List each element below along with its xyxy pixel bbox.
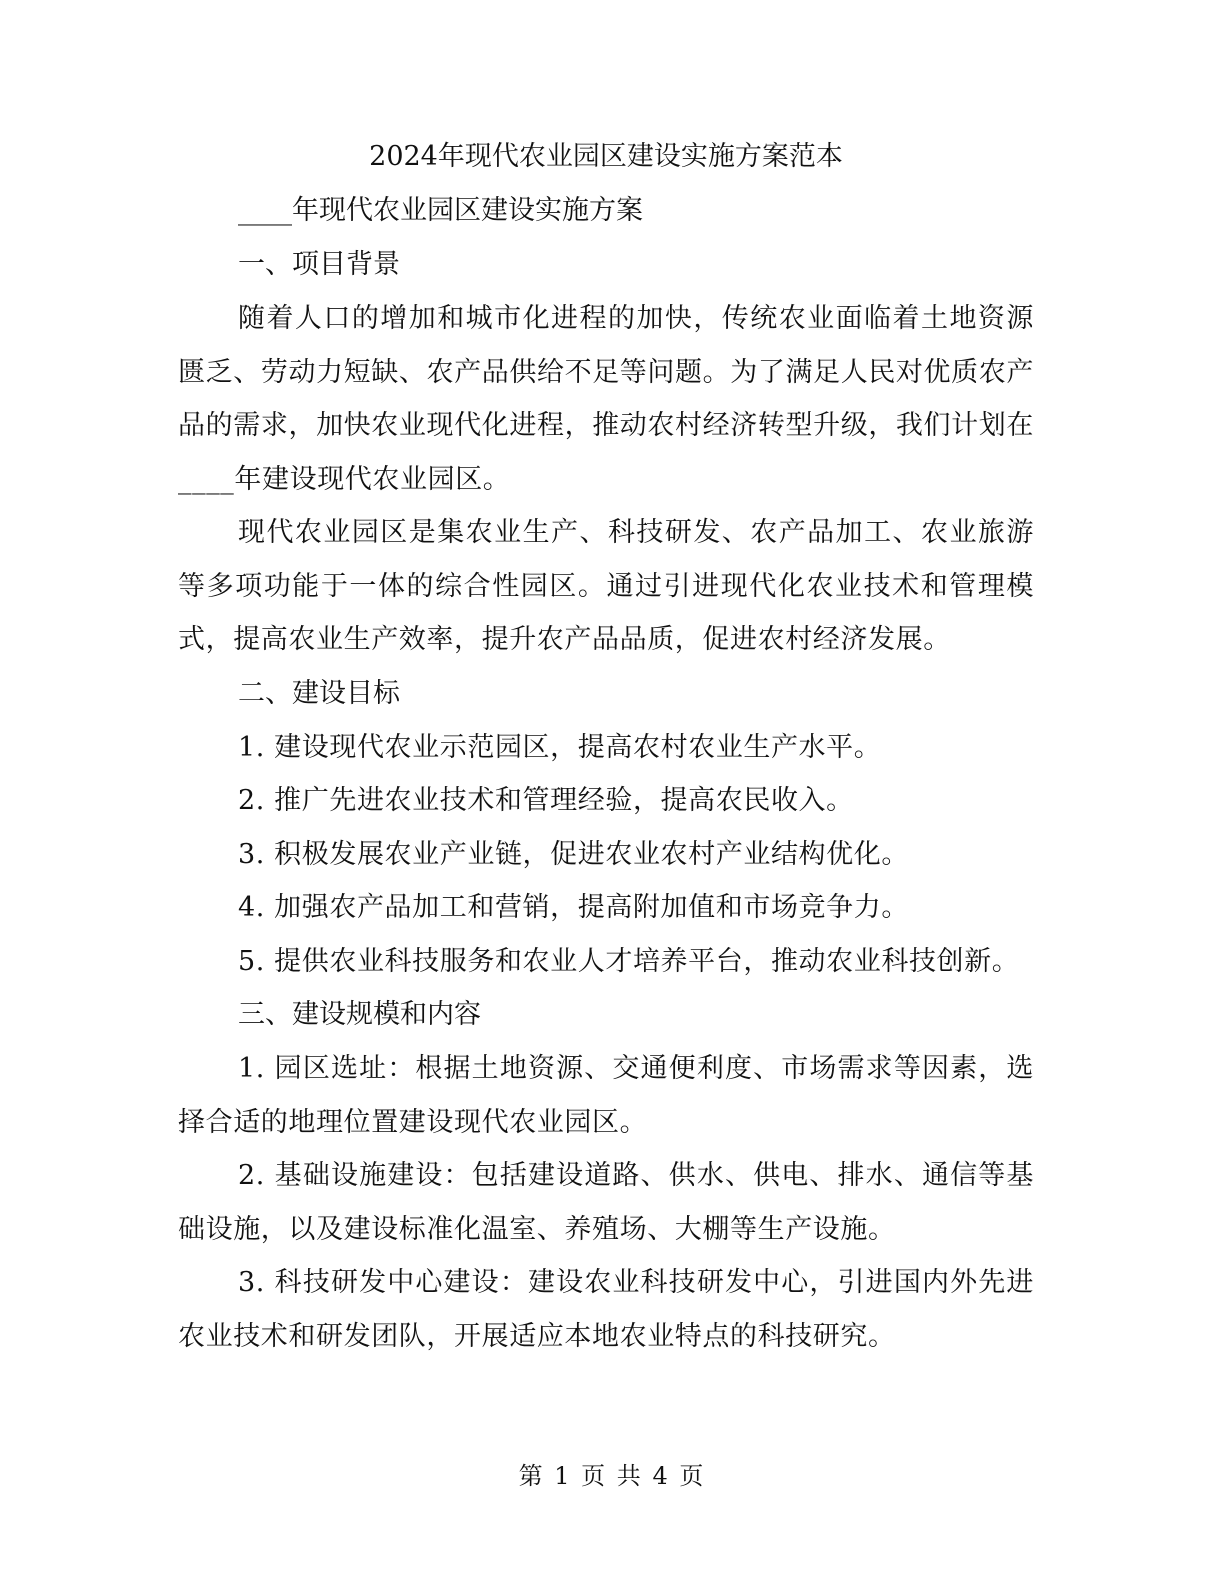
document-subtitle: ____年现代农业园区建设实施方案 (238, 195, 643, 226)
page-number-footer: 第 1 页 共 4 页 (518, 1462, 706, 1490)
list-item: 4. 加强农产品加工和营销，提高附加值和市场竞争力。 (238, 892, 909, 923)
paragraph: 现代农业园区是集农业生产、科技研发、农产品加工、农业旅游等多项功能于一体的综合性园区。通过引进现代化农业技术和管理模式，提高农业生产效率，提升农产品品质，促进农村经济发展。 (178, 517, 1034, 655)
paragraph: 随着人口的增加和城市化进程的加快，传统农业面临着土地资源匮乏、劳动力短缺、农产品供给不足等问题。为了满足人民对优质农产品的需求，加快农业现代化进程，推动农村经济转型升级，我们计划在____年建设现代农业园区。 (178, 303, 1034, 495)
document-body (178, 130, 1034, 1363)
list-item: 2. 基础设施建设：包括建设道路、供水、供电、排水、通信等基础设施，以及建设标准化温室、养殖场、大棚等生产设施。 (178, 1160, 1034, 1245)
section-heading-goals: 二、建设目标 (238, 677, 400, 709)
document-title: 2024年现代农业园区建设实施方案范本 (369, 141, 843, 172)
list-item: 3. 科技研发中心建设：建设农业科技研发中心，引进国内外先进农业技术和研发团队，开展适应本地农业特点的科技研究。 (178, 1267, 1034, 1352)
list-item: 3. 积极发展农业产业链，促进农业农村产业结构优化。 (238, 838, 909, 870)
section-heading-background: 一、项目背景 (238, 249, 400, 280)
list-item: 5. 提供农业科技服务和农业人才培养平台，推动农业科技创新。 (238, 945, 1020, 977)
list-item: 1. 建设现代农业示范园区，提高农村农业生产水平。 (238, 731, 882, 763)
list-item: 2. 推广先进农业技术和管理经验，提高农民收入。 (238, 785, 854, 816)
list-item: 1. 园区选址：根据土地资源、交通便利度、市场需求等因素，选择合适的地理位置建设现代农业园区。 (178, 1053, 1034, 1138)
section-heading-scale: 三、建设规模和内容 (238, 999, 481, 1030)
